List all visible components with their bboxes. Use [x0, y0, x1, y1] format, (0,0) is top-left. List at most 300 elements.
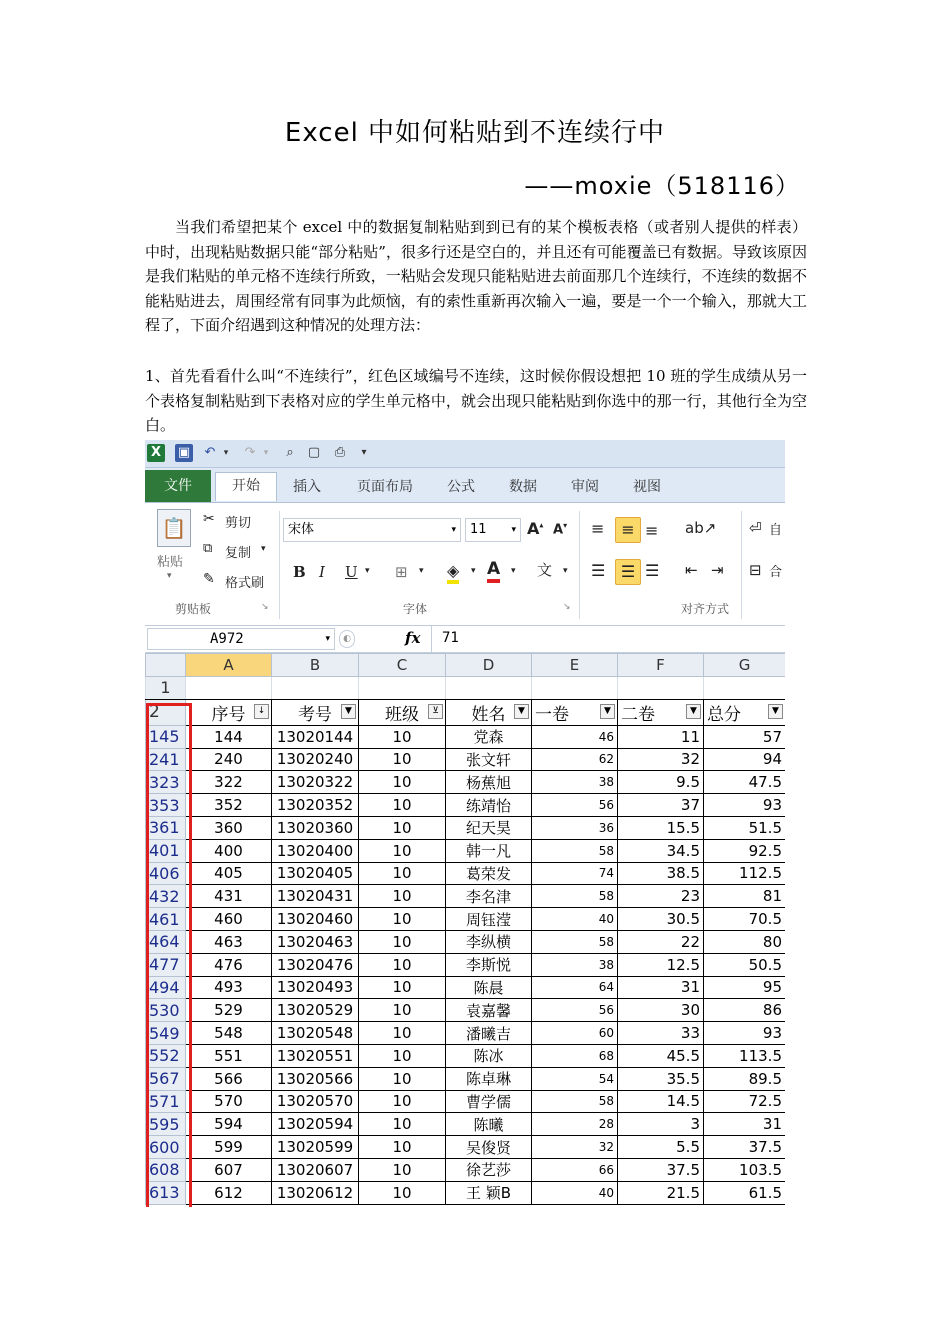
cell-paper2[interactable]: 38.5 — [618, 862, 704, 885]
underline-button[interactable]: U — [345, 563, 358, 581]
row-number[interactable]: 549 — [146, 1022, 186, 1045]
table-row — [146, 748, 786, 771]
row-number[interactable]: 530 — [146, 999, 186, 1022]
formula-input-value: 71 — [442, 630, 459, 646]
table-row — [146, 976, 786, 999]
undo-dropdown-icon[interactable]: ▾ — [223, 448, 229, 458]
row-number[interactable]: 477 — [146, 953, 186, 976]
cell-total[interactable]: 81 — [704, 885, 786, 908]
borders-icon[interactable]: ⊞ — [395, 563, 408, 581]
cell-paper2[interactable]: 33 — [618, 1022, 704, 1045]
align-left-icon[interactable]: ☰ — [591, 561, 606, 580]
cell-total[interactable]: 72.5 — [704, 1090, 786, 1113]
cell-class[interactable]: 10 — [359, 999, 446, 1022]
cell-paper1[interactable]: 58 — [532, 885, 618, 908]
cell-name[interactable]: 袁嘉馨 — [446, 999, 532, 1022]
cell-exam-no[interactable]: 13020529 — [272, 999, 359, 1022]
table-row — [146, 725, 786, 748]
tab-home[interactable]: 开始 — [215, 472, 277, 501]
borders-dropdown-icon[interactable]: ▾ — [419, 566, 424, 576]
row-number[interactable]: 461 — [146, 908, 186, 931]
header-label: 考号 — [298, 704, 332, 725]
filter-dropdown-icon[interactable]: ▼ — [768, 704, 783, 719]
cell-seq[interactable]: 529 — [186, 999, 272, 1022]
tab-review[interactable]: 审阅 — [571, 479, 599, 495]
cell-name[interactable]: 陈卓琳 — [446, 1067, 532, 1090]
cell-paper2[interactable]: 31 — [618, 976, 704, 999]
row-number[interactable]: 323 — [146, 771, 186, 794]
table-row — [146, 1158, 786, 1181]
cell-class[interactable]: 10 — [359, 748, 446, 771]
column-header-g[interactable]: G — [704, 654, 786, 677]
cell-exam-no[interactable]: 13020460 — [272, 908, 359, 931]
row-number[interactable]: 608 — [146, 1158, 186, 1181]
header-cell-name[interactable] — [446, 699, 532, 725]
cell-paper2[interactable]: 45.5 — [618, 1044, 704, 1067]
cell-exam-no[interactable]: 13020400 — [272, 839, 359, 862]
cell-exam-no[interactable]: 13020476 — [272, 953, 359, 976]
name-box[interactable] — [147, 628, 335, 650]
header-cell-exam-no[interactable] — [272, 699, 359, 725]
cell-paper1[interactable]: 32 — [532, 1136, 618, 1159]
print-icon[interactable]: ⎙ — [334, 445, 346, 460]
cell-seq[interactable]: 144 — [186, 725, 272, 748]
table-row — [146, 930, 786, 953]
copy-dropdown-icon[interactable]: ▾ — [261, 544, 266, 554]
header-cell-seq[interactable] — [186, 699, 272, 725]
cell-class[interactable]: 10 — [359, 862, 446, 885]
column-header-d[interactable]: D — [446, 654, 532, 677]
row-number[interactable]: 145 — [146, 725, 186, 748]
row-number[interactable]: 600 — [146, 1136, 186, 1159]
cell-exam-no[interactable]: 13020405 — [272, 862, 359, 885]
table-row — [146, 1181, 786, 1204]
wrap-text-label[interactable]: 自 — [769, 523, 783, 538]
fill-color-dropdown-icon[interactable]: ▾ — [471, 566, 476, 576]
cell-total[interactable]: 113.5 — [704, 1044, 786, 1067]
cell-total[interactable]: 95 — [704, 976, 786, 999]
font-size-box[interactable] — [465, 518, 521, 542]
cell-exam-no[interactable]: 13020240 — [272, 748, 359, 771]
cell-name[interactable]: 纪天昊 — [446, 816, 532, 839]
cell-exam-no[interactable]: 13020599 — [272, 1136, 359, 1159]
decrease-indent-icon[interactable]: ⇤ — [685, 561, 698, 579]
cell-paper2[interactable]: 3 — [618, 1113, 704, 1136]
cell-seq[interactable]: 612 — [186, 1181, 272, 1204]
column-header-e[interactable]: E — [532, 654, 618, 677]
row-number[interactable]: 241 — [146, 748, 186, 771]
paste-icon[interactable]: 📋 — [157, 509, 191, 547]
cut-button[interactable]: 剪切 — [225, 516, 252, 531]
cell-name[interactable]: 曹学儒 — [446, 1090, 532, 1113]
cell-total[interactable]: 93 — [704, 1022, 786, 1045]
row-number[interactable]: 552 — [146, 1044, 186, 1067]
step1-paragraph: 1、首先看看什么叫“不连续行”，红色区域编号不连续，这时候你假设想把 10 班的学生成绩从另一个表格复制粘贴到下表格对应的学生单元格中，就会出现只能粘贴到你选中的那一行，其他行全为空白。 — [145, 367, 807, 435]
cell-total[interactable]: 103.5 — [704, 1158, 786, 1181]
cell-seq[interactable]: 352 — [186, 794, 272, 817]
cell-exam-no[interactable]: 13020551 — [272, 1044, 359, 1067]
separator — [741, 511, 742, 619]
font-size-value: 11 — [470, 522, 487, 537]
shrink-font-icon[interactable]: A▾ — [553, 521, 568, 538]
cell-total[interactable]: 112.5 — [704, 862, 786, 885]
cell-total[interactable]: 70.5 — [704, 908, 786, 931]
align-center-icon[interactable]: ☰ — [615, 559, 641, 585]
cell[interactable] — [359, 677, 446, 700]
row-number[interactable]: 432 — [146, 885, 186, 908]
sheet-row — [146, 677, 786, 700]
cell-paper2[interactable]: 21.5 — [618, 1181, 704, 1204]
cell-class[interactable]: 10 — [359, 1090, 446, 1113]
tab-page-layout[interactable]: 页面布局 — [357, 479, 413, 495]
cell-seq[interactable]: 463 — [186, 930, 272, 953]
formula-bar-resize-icon[interactable]: ◐ — [339, 630, 355, 648]
cell-exam-no[interactable]: 13020352 — [272, 794, 359, 817]
cell-total[interactable]: 50.5 — [704, 953, 786, 976]
tab-file[interactable]: 文件 — [145, 470, 211, 502]
cell-exam-no[interactable]: 13020493 — [272, 976, 359, 999]
cell-paper1[interactable]: 58 — [532, 930, 618, 953]
undo-icon[interactable]: ↶ — [204, 445, 216, 460]
cell-total[interactable]: 89.5 — [704, 1067, 786, 1090]
cell-class[interactable]: 10 — [359, 816, 446, 839]
cell-name[interactable]: 吴俊贤 — [446, 1136, 532, 1159]
filter-dropdown-icon[interactable]: ▼ — [600, 704, 615, 719]
tab-insert[interactable]: 插入 — [293, 479, 321, 495]
cell-seq[interactable]: 594 — [186, 1113, 272, 1136]
cell-paper2[interactable]: 37 — [618, 794, 704, 817]
cell-name[interactable]: 张文轩 — [446, 748, 532, 771]
cell-name[interactable]: 陈曦 — [446, 1113, 532, 1136]
excel-logo-icon: X — [147, 444, 165, 462]
cell-paper1[interactable]: 74 — [532, 862, 618, 885]
cell-paper1[interactable]: 54 — [532, 1067, 618, 1090]
header-cell-total[interactable] — [704, 699, 786, 725]
cell-name[interactable]: 韩一凡 — [446, 839, 532, 862]
italic-button[interactable]: I — [319, 563, 325, 581]
cell-paper2[interactable]: 11 — [618, 725, 704, 748]
row-number[interactable]: 361 — [146, 816, 186, 839]
column-header-f[interactable]: F — [618, 654, 704, 677]
paste-dropdown-icon[interactable]: ▾ — [167, 571, 172, 581]
customize-toolbar-icon[interactable]: ▾ — [361, 447, 367, 458]
header-label: 序号 — [211, 704, 246, 725]
merge-center-icon[interactable]: ⊟ — [749, 561, 762, 579]
cut-icon[interactable]: ✂ — [203, 511, 215, 527]
cell-name[interactable]: 李纵横 — [446, 930, 532, 953]
cell-total[interactable]: 37.5 — [704, 1136, 786, 1159]
cell-paper1[interactable]: 56 — [532, 999, 618, 1022]
merge-center-label[interactable]: 合 — [769, 565, 783, 580]
header-label: 二卷 — [621, 704, 655, 725]
cell-exam-no[interactable]: 13020594 — [272, 1113, 359, 1136]
home-ribbon — [145, 503, 785, 626]
cell-seq[interactable]: 548 — [186, 1022, 272, 1045]
cell-exam-no[interactable]: 13020566 — [272, 1067, 359, 1090]
copy-icon[interactable]: ⧉ — [203, 541, 213, 556]
cell-class[interactable]: 10 — [359, 976, 446, 999]
cell-total[interactable]: 61.5 — [704, 1181, 786, 1204]
font-color-icon[interactable]: A — [487, 559, 500, 583]
cell-class[interactable]: 10 — [359, 1158, 446, 1181]
formula-input[interactable] — [431, 626, 785, 652]
header-label: 总分 — [707, 704, 741, 725]
filter-dropdown-icon[interactable]: ▼ — [686, 704, 701, 719]
name-box-value: A972 — [210, 631, 244, 647]
align-bottom-icon[interactable]: ≡ — [645, 521, 659, 540]
cell[interactable] — [704, 677, 786, 700]
font-name-box[interactable] — [283, 518, 461, 542]
cell-paper1[interactable]: 36 — [532, 816, 618, 839]
new-document-icon[interactable]: ▢ — [307, 445, 321, 460]
cell-paper2[interactable]: 14.5 — [618, 1090, 704, 1113]
fill-color-icon[interactable]: ◈ — [447, 561, 459, 584]
orientation-icon[interactable]: ab↗ — [685, 519, 717, 537]
tab-data[interactable]: 数据 — [509, 479, 537, 495]
cell-class[interactable]: 10 — [359, 1067, 446, 1090]
cell-name[interactable]: 杨蕉旭 — [446, 771, 532, 794]
cell-paper2[interactable]: 30 — [618, 999, 704, 1022]
row-number[interactable]: 353 — [146, 794, 186, 817]
font-name-value: 宋体 — [288, 522, 315, 537]
formula-bar — [145, 626, 785, 653]
align-right-icon[interactable]: ☰ — [645, 561, 660, 580]
table-row — [146, 816, 786, 839]
cell[interactable] — [446, 677, 532, 700]
cell-total[interactable]: 93 — [704, 794, 786, 817]
cell[interactable] — [618, 677, 704, 700]
cell-class[interactable]: 10 — [359, 771, 446, 794]
row-number[interactable]: 406 — [146, 862, 186, 885]
cell-class[interactable]: 10 — [359, 794, 446, 817]
row-number[interactable]: 613 — [146, 1181, 186, 1204]
column-header-a[interactable]: A — [186, 654, 272, 677]
grow-font-icon[interactable]: A▴ — [527, 519, 544, 538]
cell-total[interactable]: 51.5 — [704, 816, 786, 839]
cell-paper1[interactable]: 56 — [532, 794, 618, 817]
cell-paper1[interactable]: 46 — [532, 725, 618, 748]
cell-paper1[interactable]: 58 — [532, 839, 618, 862]
clipboard-launcher-icon[interactable]: ↘ — [261, 602, 269, 612]
name-box-dropdown-icon[interactable]: ▾ — [325, 634, 330, 644]
cell-exam-no[interactable]: 13020570 — [272, 1090, 359, 1113]
column-header-b[interactable]: B — [272, 654, 359, 677]
cell-total[interactable]: 47.5 — [704, 771, 786, 794]
cell-name[interactable]: 潘曦吉 — [446, 1022, 532, 1045]
cell-exam-no[interactable]: 13020431 — [272, 885, 359, 908]
row-number[interactable]: 401 — [146, 839, 186, 862]
wrap-text-icon[interactable]: ⏎ — [749, 519, 762, 537]
row-number[interactable]: 571 — [146, 1090, 186, 1113]
format-painter-button[interactable]: 格式刷 — [225, 576, 265, 591]
cell-total[interactable]: 80 — [704, 930, 786, 953]
cell-paper1[interactable]: 60 — [532, 1022, 618, 1045]
excel-screenshot — [145, 440, 785, 1207]
cell-seq[interactable]: 405 — [186, 862, 272, 885]
row-number[interactable]: 494 — [146, 976, 186, 999]
cell-seq[interactable]: 599 — [186, 1136, 272, 1159]
cell-name[interactable]: 李斯悦 — [446, 953, 532, 976]
header-cell-paper1[interactable] — [532, 699, 618, 725]
cell-class[interactable]: 10 — [359, 839, 446, 862]
cell-paper2[interactable]: 23 — [618, 885, 704, 908]
row-number[interactable]: 464 — [146, 930, 186, 953]
cell-paper1[interactable]: 64 — [532, 976, 618, 999]
cell-class[interactable]: 10 — [359, 1136, 446, 1159]
cell[interactable] — [272, 677, 359, 700]
row-number[interactable]: 567 — [146, 1067, 186, 1090]
intro-paragraph: 当我们希望把某个 excel 中的数据复制粘贴到到已有的某个模板表格（或者别人提供的样表）中时，出现粘贴数据只能“部分粘贴”，很多行还是空白的，并且还有可能覆盖已有数据。导致该原因是我们粘贴的单元格不连续行所致，一粘贴会发现只能粘贴进去前面那几个连续行，不连续的数据不能粘贴进去，周围经常有同事为此烦恼，有的索性重新再次输入一遍，要是一个一个输入，那就大工程了，下面介绍遇到这种情况的处理方法： — [145, 218, 807, 335]
cell-name[interactable]: 党森 — [446, 725, 532, 748]
header-cell-paper2[interactable] — [618, 699, 704, 725]
cell-exam-no[interactable]: 13020360 — [272, 816, 359, 839]
align-top-icon[interactable]: ≡ — [591, 519, 605, 538]
cell-paper2[interactable]: 34.5 — [618, 839, 704, 862]
cell-class[interactable]: 10 — [359, 725, 446, 748]
cell-paper2[interactable]: 9.5 — [618, 771, 704, 794]
cell-seq[interactable]: 460 — [186, 908, 272, 931]
cell-seq[interactable]: 551 — [186, 1044, 272, 1067]
cell-exam-no[interactable]: 13020144 — [272, 725, 359, 748]
cell-seq[interactable]: 476 — [186, 953, 272, 976]
row-number[interactable]: 595 — [146, 1113, 186, 1136]
cell-paper1[interactable]: 38 — [532, 771, 618, 794]
insert-function-button[interactable]: fx — [405, 629, 421, 647]
filter-dropdown-icon[interactable]: ▼ — [514, 704, 529, 719]
cell-name[interactable]: 王 颖B — [446, 1181, 532, 1204]
cell-total[interactable]: 31 — [704, 1113, 786, 1136]
cell-name[interactable]: 徐艺莎 — [446, 1158, 532, 1181]
cell-paper2[interactable]: 12.5 — [618, 953, 704, 976]
cell-paper1[interactable]: 68 — [532, 1044, 618, 1067]
cell-name[interactable]: 李名津 — [446, 885, 532, 908]
cell-class[interactable]: 10 — [359, 908, 446, 931]
cell-exam-no[interactable]: 13020607 — [272, 1158, 359, 1181]
cell-paper2[interactable]: 37.5 — [618, 1158, 704, 1181]
cell-total[interactable]: 57 — [704, 725, 786, 748]
cell-seq[interactable]: 360 — [186, 816, 272, 839]
align-middle-icon[interactable]: ≡ — [615, 517, 641, 543]
table-row — [146, 839, 786, 862]
cell-paper1[interactable]: 40 — [532, 1181, 618, 1204]
column-header-row — [146, 654, 786, 677]
cell-class[interactable]: 10 — [359, 885, 446, 908]
format-painter-icon[interactable]: ✎ — [203, 571, 215, 587]
cell-exam-no[interactable]: 13020548 — [272, 1022, 359, 1045]
header-label: 班级 — [385, 704, 419, 725]
header-label: 姓名 — [471, 704, 506, 725]
cell-seq[interactable]: 322 — [186, 771, 272, 794]
cell-seq[interactable]: 566 — [186, 1067, 272, 1090]
table-row — [146, 1136, 786, 1159]
cell-name[interactable]: 练靖怡 — [446, 794, 532, 817]
clipboard-group-label: 剪贴板 — [175, 602, 212, 616]
print-preview-icon[interactable]: ⌕ — [286, 445, 294, 460]
filter-dropdown-icon[interactable]: ▼ — [341, 704, 356, 719]
cell-total[interactable]: 86 — [704, 999, 786, 1022]
data-rows — [146, 725, 786, 1204]
cell-exam-no[interactable]: 13020612 — [272, 1181, 359, 1204]
cell-seq[interactable]: 431 — [186, 885, 272, 908]
cell-paper2[interactable]: 30.5 — [618, 908, 704, 931]
save-icon[interactable]: ▣ — [175, 444, 193, 462]
cell-paper2[interactable]: 32 — [618, 748, 704, 771]
cell-paper1[interactable]: 28 — [532, 1113, 618, 1136]
cell-name[interactable]: 陈晨 — [446, 976, 532, 999]
cell-paper2[interactable]: 22 — [618, 930, 704, 953]
spreadsheet-grid — [145, 653, 785, 1205]
cell-name[interactable]: 葛荣发 — [446, 862, 532, 885]
tab-view[interactable]: 视图 — [633, 479, 661, 495]
font-color-dropdown-icon[interactable]: ▾ — [511, 566, 516, 576]
phonetic-guide-icon[interactable]: 文 — [537, 561, 553, 579]
underline-dropdown-icon[interactable]: ▾ — [365, 566, 370, 576]
copy-button[interactable]: 复制 — [225, 546, 252, 561]
cell-class[interactable]: 10 — [359, 930, 446, 953]
filter-active-icon[interactable]: ↓ — [254, 704, 269, 719]
cell-exam-no[interactable]: 13020463 — [272, 930, 359, 953]
cell-paper2[interactable]: 35.5 — [618, 1067, 704, 1090]
paste-button[interactable]: 粘贴 — [157, 555, 184, 570]
redo-dropdown-icon[interactable]: ▾ — [263, 448, 269, 458]
table-row — [146, 794, 786, 817]
cell-paper2[interactable]: 5.5 — [618, 1136, 704, 1159]
table-header-row — [146, 699, 786, 725]
column-header-c[interactable]: C — [359, 654, 446, 677]
cell-class[interactable]: 10 — [359, 1113, 446, 1136]
cell-paper2[interactable]: 15.5 — [618, 816, 704, 839]
cell-total[interactable]: 92.5 — [704, 839, 786, 862]
font-size-dropdown-icon[interactable]: ▾ — [511, 525, 516, 535]
cell-paper1[interactable]: 66 — [532, 1158, 618, 1181]
cell-seq[interactable]: 607 — [186, 1158, 272, 1181]
select-all-corner[interactable] — [146, 654, 186, 677]
tab-formulas[interactable]: 公式 — [447, 479, 475, 495]
cell-class[interactable]: 10 — [359, 1044, 446, 1067]
cell-seq[interactable]: 493 — [186, 976, 272, 999]
filter-active-icon[interactable]: ⊻ — [428, 704, 443, 719]
cell-paper1[interactable]: 58 — [532, 1090, 618, 1113]
cell-seq[interactable]: 570 — [186, 1090, 272, 1113]
cell-paper1[interactable]: 40 — [532, 908, 618, 931]
table-row — [146, 908, 786, 931]
font-name-dropdown-icon[interactable]: ▾ — [451, 525, 456, 535]
header-cell-class[interactable] — [359, 699, 446, 725]
row-number[interactable]: 1 — [146, 677, 186, 700]
row-number[interactable]: 2 — [146, 699, 186, 725]
cell-class[interactable]: 10 — [359, 1022, 446, 1045]
font-launcher-icon[interactable]: ↘ — [563, 602, 571, 612]
redo-icon[interactable]: ↷ — [244, 445, 256, 460]
cell-name[interactable]: 陈冰 — [446, 1044, 532, 1067]
cell-paper1[interactable]: 38 — [532, 953, 618, 976]
bold-button[interactable]: B — [293, 563, 306, 581]
cell-seq[interactable]: 400 — [186, 839, 272, 862]
table-row — [146, 999, 786, 1022]
cell-name[interactable]: 周钰滢 — [446, 908, 532, 931]
table-row — [146, 885, 786, 908]
increase-indent-icon[interactable]: ⇥ — [711, 561, 724, 579]
phonetic-dropdown-icon[interactable]: ▾ — [563, 566, 568, 576]
cell-seq[interactable]: 240 — [186, 748, 272, 771]
cell[interactable] — [186, 677, 272, 700]
cell-class[interactable]: 10 — [359, 1181, 446, 1204]
cell-total[interactable]: 94 — [704, 748, 786, 771]
cell[interactable] — [532, 677, 618, 700]
cell-class[interactable]: 10 — [359, 953, 446, 976]
cell-exam-no[interactable]: 13020322 — [272, 771, 359, 794]
cell-paper1[interactable]: 62 — [532, 748, 618, 771]
